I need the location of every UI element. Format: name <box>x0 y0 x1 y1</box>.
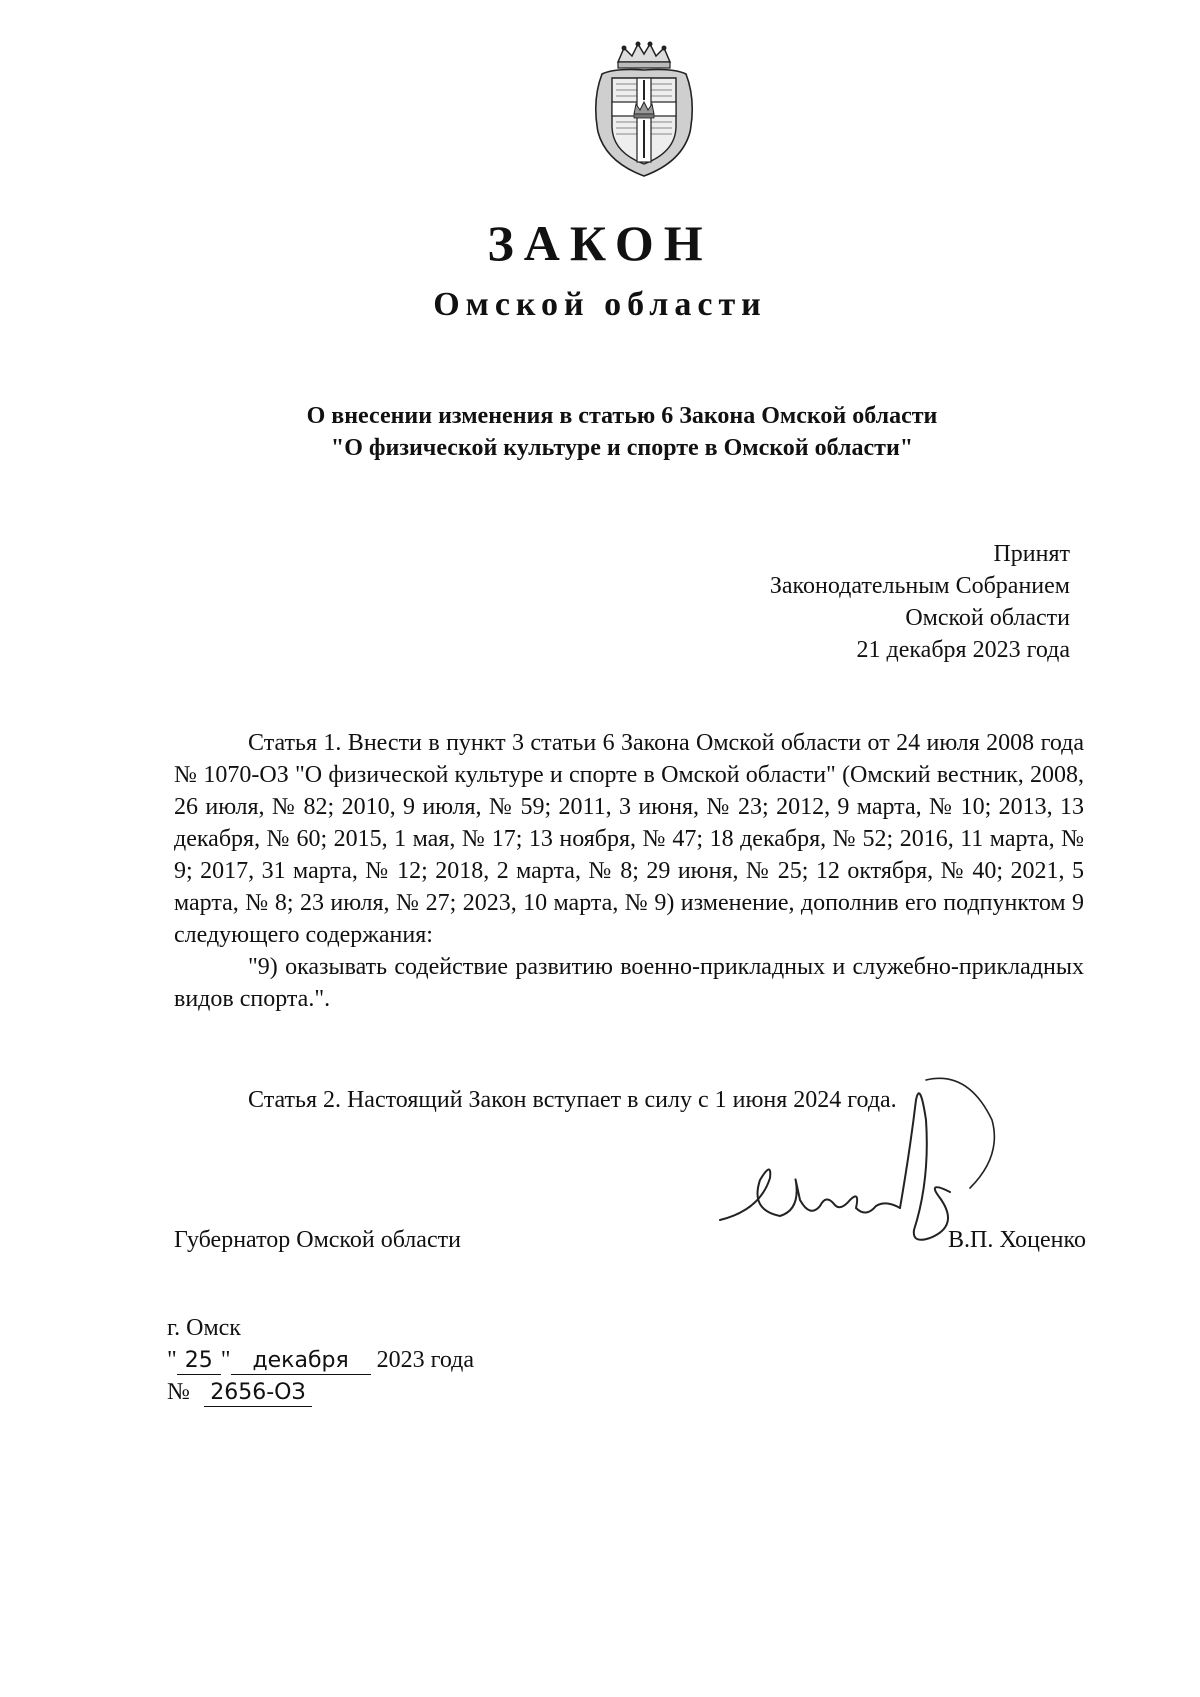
signatory-name: В.П. Хоценко <box>948 1227 1086 1253</box>
law-subject-line: О внесении изменения в статью 6 Закона Омской области <box>306 403 938 429</box>
article-1-quote: "9) оказывать содействие развитию военно-прикладных и служебно-прикладных видов спорта.". <box>174 954 1084 1012</box>
date-quote-open: " <box>167 1347 177 1373</box>
coat-of-arms-emblem <box>588 40 700 180</box>
signatory-position: Губернатор Омской области <box>174 1227 461 1253</box>
handwritten-month: декабря <box>231 1348 371 1375</box>
article-1 <box>174 727 1084 1015</box>
date-quote-close: " <box>220 1347 231 1373</box>
footer-date <box>167 1344 474 1376</box>
adoption-line: Принят <box>993 541 1070 567</box>
law-subject <box>160 400 1084 464</box>
document-footer <box>167 1312 474 1408</box>
article-2: Статья 2. Настоящий Закон вступает в силу с 1 июня 2024 года. <box>248 1087 897 1113</box>
footer-city: г. Омск <box>167 1315 241 1341</box>
footer-number <box>167 1376 474 1408</box>
article-1-text: Статья 1. Внести в пункт 3 статьи 6 Закона Омской области от 24 июля 2008 года № 1070-ОЗ "О физической культуре и спорте в Омской области" (Омский вестник, 2008, 26 июля, № 82; 2010, 9 июля, № 59; 2011, 3 июня, № 23; 2012, 9 марта, № 10; 2013, 13 декабря, № 60; 2015, 1 мая, № 17; 13 ноября, № 47; 18 декабря, № 52; 2016, 11 марта, № 9; 2017, 31 марта, № 12; 2018, 2 марта, № 8; 29 июня, № 25; 12 октября, № 40; 2021, 5 марта, № 8; 23 июля, № 27; 2023, 10 марта, № 9) изменение, дополнив его подпунктом 9 следующего содержания: <box>174 730 1084 948</box>
law-title: ЗАКОН <box>487 215 713 271</box>
law-subject-line: "О физической культуре и спорте в Омской области" <box>330 435 914 461</box>
handwritten-number: 2656-ОЗ <box>204 1380 312 1407</box>
adoption-block <box>770 538 1070 666</box>
handwritten-day: 25 <box>177 1348 221 1375</box>
adoption-line: Законодательным Собранием <box>769 573 1070 599</box>
number-sign: № <box>167 1379 190 1405</box>
date-year: 2023 года <box>376 1347 475 1373</box>
adoption-date: 21 декабря 2023 года <box>856 637 1070 663</box>
law-region: Омской области <box>433 286 767 323</box>
adoption-line: Омской области <box>905 605 1070 631</box>
